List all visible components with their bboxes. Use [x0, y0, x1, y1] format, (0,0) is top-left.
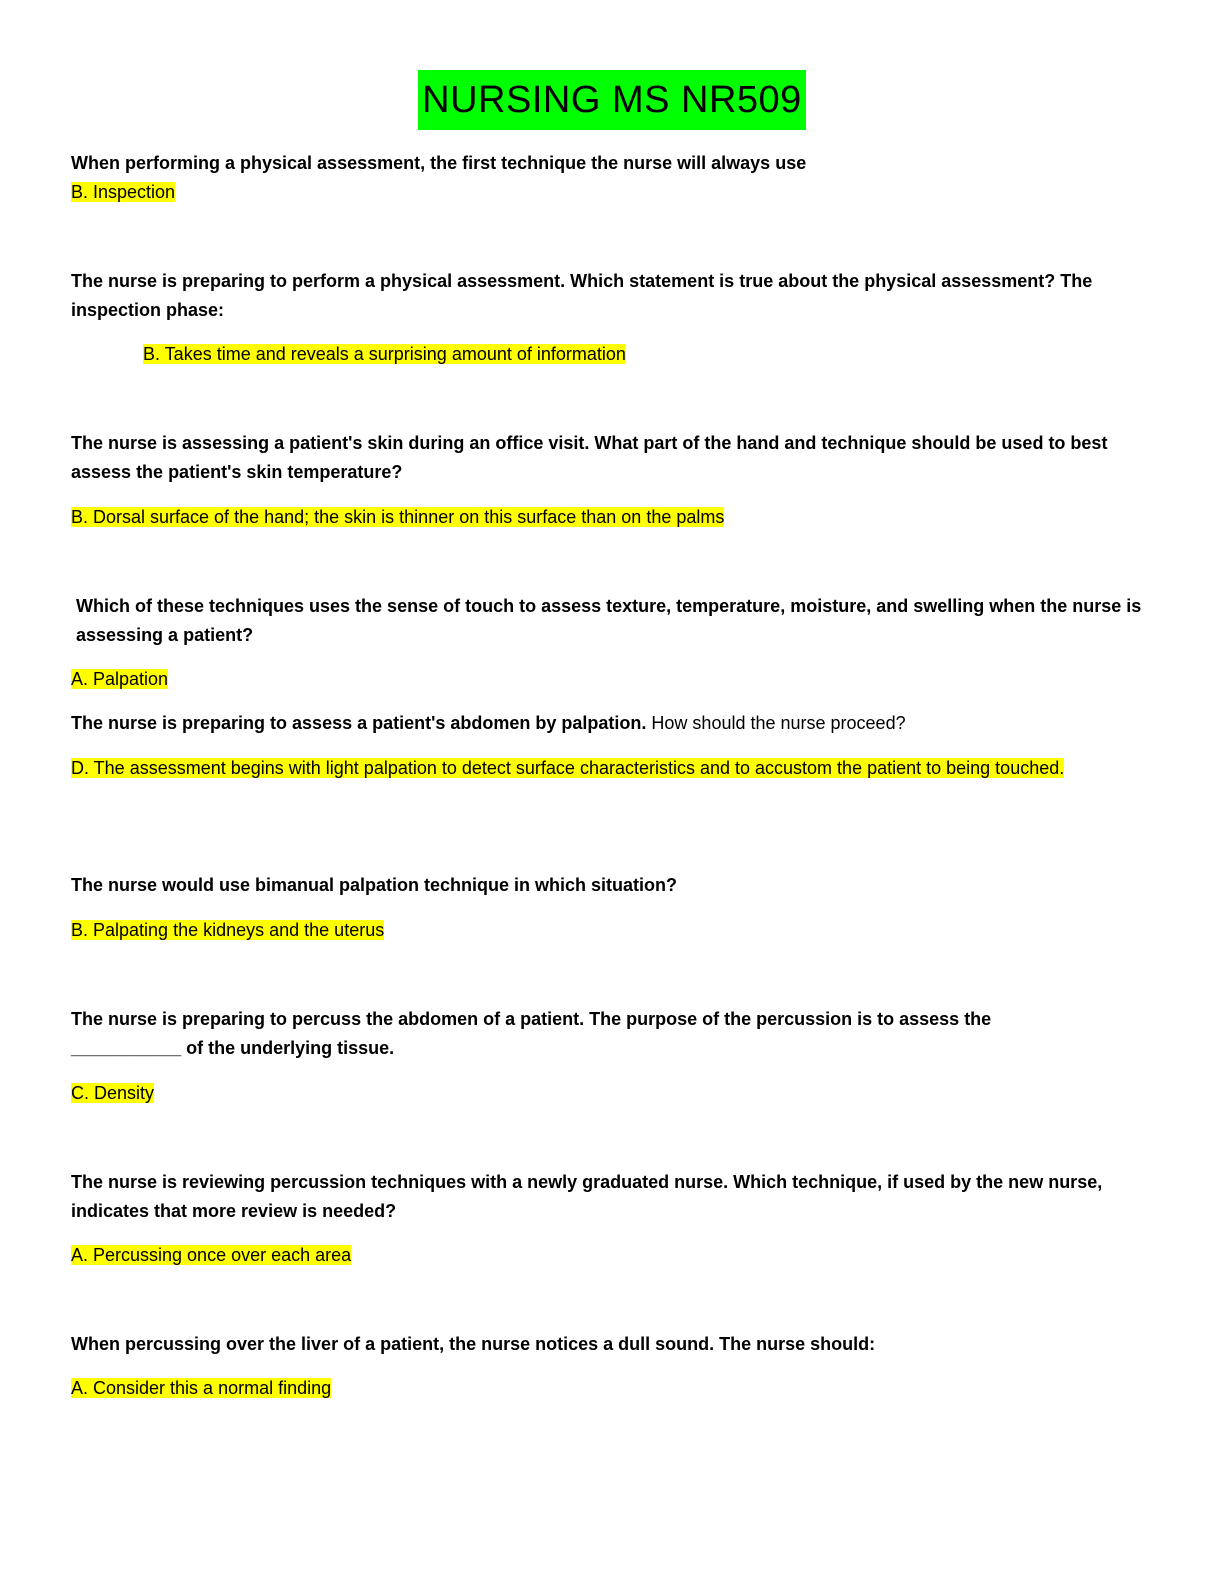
question-1: When performing a physical assessment, the first technique the nurse will always use: [71, 153, 807, 173]
question-7: The nurse is preparing to percuss the abdomen of a patient. The purpose of the percussion is to assess the ___________ of the underlying tissue.: [71, 1009, 992, 1058]
answer-7: [71, 1079, 154, 1108]
answer-3-text: B. Dorsal surface of the hand; the skin is thinner on this surface than on the palms: [71, 507, 725, 527]
question-8: The nurse is reviewing percussion techniques with a newly graduated nurse. Which technique, if used by the new nurse, indicates that more review is needed?: [71, 1172, 1103, 1221]
answer-2: [143, 340, 626, 369]
question-4: Which of these techniques uses the sense of touch to assess texture, temperature, moisture, and swelling when the nurse is assessing a patient?: [76, 596, 1142, 645]
answer-8-text: A. Percussing once over each area: [71, 1245, 352, 1265]
answer-4-text: A. Palpation: [71, 669, 169, 689]
answer-6-text: B. Palpating the kidneys and the uterus: [71, 920, 385, 940]
question-5-rest: How should the nurse proceed?: [646, 713, 906, 733]
question-9: When percussing over the liver of a patient, the nurse notices a dull sound. The nurse should:: [71, 1334, 876, 1354]
title-container: [0, 70, 1224, 130]
answer-8: [71, 1241, 351, 1270]
answer-2-text: B. Takes time and reveals a surprising amount of information: [143, 344, 626, 364]
answer-1: [71, 178, 175, 207]
question-2: The nurse is preparing to perform a physical assessment. Which statement is true about the physical assessment? The inspection phase:: [71, 271, 1093, 320]
answer-5-text: D. The assessment begins with light palpation to detect surface characteristics and to accustom the patient to being touched.: [71, 758, 1065, 778]
question-5-bold: The nurse is preparing to assess a patient's abdomen by palpation.: [71, 713, 647, 733]
answer-3: [71, 503, 724, 532]
answer-5: [71, 754, 1111, 783]
answer-7-text: C. Density: [71, 1083, 155, 1103]
answer-4: [71, 665, 168, 694]
question-5: [71, 709, 1156, 738]
question-3: The nurse is assessing a patient's skin during an office visit. What part of the hand and technique should be used to best assess the patient's skin temperature?: [71, 433, 1108, 482]
answer-9: [71, 1374, 331, 1403]
document-title: NURSING MS NR509: [418, 70, 806, 130]
answer-6: [71, 916, 384, 945]
answer-9-text: A. Consider this a normal finding: [71, 1378, 332, 1398]
question-6: The nurse would use bimanual palpation technique in which situation?: [71, 875, 678, 895]
answer-1-text: B. Inspection: [71, 182, 176, 202]
